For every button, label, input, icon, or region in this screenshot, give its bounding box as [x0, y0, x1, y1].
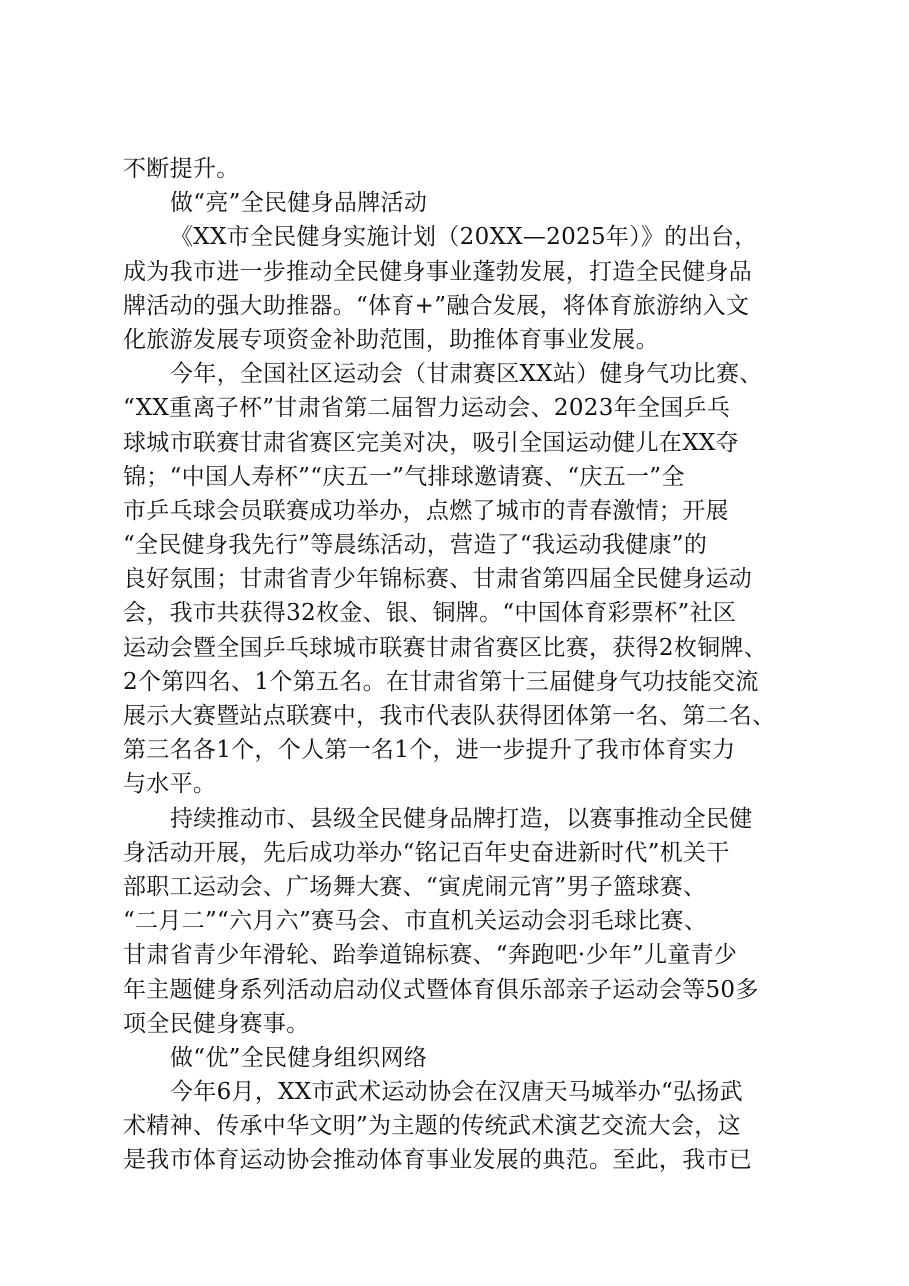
text-line: 甘肃省青少年滑轮、跆拳道锦标赛、“奔跑吧·少年”儿童青少 — [123, 942, 738, 969]
text-line: 术精神、传承中华文明”为主题的传统武术演艺交流大会，这 — [123, 1113, 741, 1140]
text-line: “二月二”“六月六”赛马会、市直机关运动会羽毛球比赛、 — [123, 908, 708, 935]
text-line: 锦；“中国人寿杯”“庆五一”气排球邀请赛、“庆五一”全 — [123, 463, 685, 490]
document-body — [123, 152, 813, 1178]
text-line: 成为我市进一步推动全民健身事业蓬勃发展，打造全民健身品 — [123, 258, 753, 285]
text-line: 市乒乓球会员联赛成功举办，点燃了城市的青春激情；开展 — [123, 497, 729, 524]
text-line: 身活动开展，先后成功举办“铭记百年史奋进新时代”机关干 — [123, 839, 730, 866]
text-line: 会，我市共获得32枚金、银、铜牌。“中国体育彩票杯”社区 — [123, 600, 737, 627]
text-line: 《XX市全民健身实施计划（20XX—2025年）》的出台， — [170, 224, 758, 251]
text-line: 年主题健身系列活动启动仪式暨体育俱乐部亲子运动会等50多 — [123, 976, 759, 1003]
text-line: 部职工运动会、广场舞大赛、“寅虎闹元宵”男子篮球赛、 — [123, 873, 707, 900]
text-line: 第三名各1个，个人第一名1个，进一步提升了我市体育实力 — [123, 737, 736, 764]
text-line: 展示大赛暨站点联赛中，我市代表队获得团体第一名、第二名、 — [123, 703, 776, 729]
text-line: “全民健身我先行”等晨练活动，营造了“我运动我健康”的 — [123, 532, 708, 559]
text-line: 项全民健身赛事。 — [123, 1010, 310, 1037]
text-line: 与水平。 — [123, 771, 217, 798]
text-line: 今年6月，XX市武术运动协会在汉唐天马城举办“弘扬武 — [170, 1079, 743, 1106]
text-line: 运动会暨全国乒乓球城市联赛甘肃省赛区比赛，获得2枚铜牌、 — [123, 634, 768, 661]
text-line: 今年，全国社区运动会（甘肃赛区XX站）健身气功比赛、 — [170, 361, 763, 388]
text-line: 化旅游发展专项资金补助范围，助推体育事业发展。 — [123, 326, 659, 353]
text-line: 做“亮”全民健身品牌活动 — [170, 190, 428, 217]
text-line: “XX重离子杯”甘肃省第二届智力运动会、2023年全国乒乓 — [123, 395, 731, 422]
text-line: 做“优”全民健身组织网络 — [170, 1044, 428, 1071]
text-line: 球城市联赛甘肃省赛区完美对决，吸引全国运动健儿在XX夺 — [123, 429, 739, 456]
text-line: 2个第四名、1个第五名。在甘肃省第十三届健身气功技能交流 — [123, 668, 759, 695]
text-line: 不断提升。 — [123, 156, 240, 182]
text-line: 是我市体育运动协会推动体育事业发展的典范。至此，我市已 — [123, 1147, 753, 1174]
text-line: 持续推动市、县级全民健身品牌打造，以赛事推动全民健 — [170, 805, 753, 832]
text-line: 牌活动的强大助推器。“体育+”融合发展，将体育旅游纳入文 — [123, 292, 750, 319]
text-line: 良好氛围；甘肃省青少年锦标赛、甘肃省第四届全民健身运动 — [123, 566, 753, 593]
